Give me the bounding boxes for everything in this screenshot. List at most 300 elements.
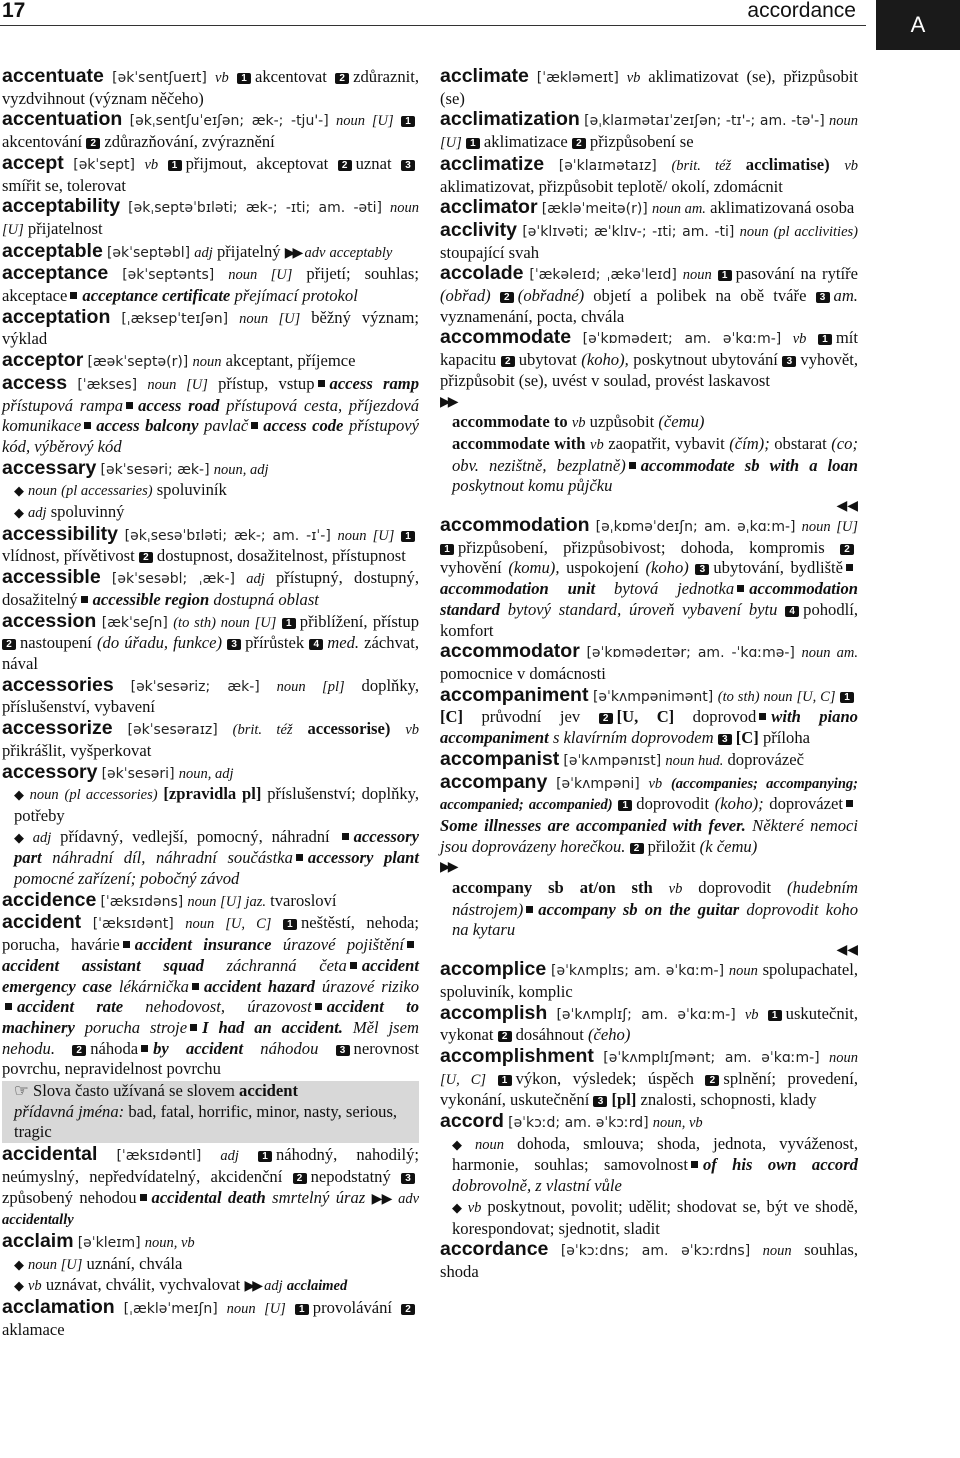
headword: accession [2, 609, 97, 632]
entry-acceptability [2, 196, 419, 240]
example-square-icon [407, 941, 414, 948]
entry-accord [440, 1111, 858, 1239]
example-square-icon [846, 564, 853, 571]
headword: accessorize [2, 717, 113, 740]
sense-number: 2 [501, 356, 515, 367]
part-of-speech: noun (pl acclivities) [739, 223, 858, 240]
example-square-icon [5, 1003, 12, 1010]
headword: acceptation [2, 305, 111, 328]
usage-note-word: accident [239, 1081, 299, 1101]
headword: acceptable [2, 239, 103, 262]
translation: úrazové pojištění [282, 935, 404, 955]
sense-text: náhodný, nahodilý; neúmyslný, nepředvídatelný, akcidenční [2, 1145, 420, 1186]
translation: porucha stroje [84, 1017, 188, 1037]
pronunciation: [əkˌseptəˈbɪləti; ӕk-; -ɪti; am. -əti] [128, 200, 382, 217]
headword: acclimate [440, 65, 529, 87]
pronunciation: [əkˈsesəbl; ˌӕk-] [111, 571, 235, 588]
part-of-speech: noun [28, 483, 57, 500]
headword: accept [2, 151, 64, 174]
pronunciation: [əkˈsesəraɪz] [127, 722, 218, 739]
sense-text: doprovázet [769, 794, 843, 814]
sense-text: uspokojení [566, 558, 639, 578]
sense-number: 1 [168, 160, 182, 171]
entry-accolade [440, 263, 858, 327]
part-of-speech: adj [28, 505, 47, 522]
example: accommodation unit [440, 579, 596, 599]
sense-text: zdůrazňování, zvýraznění [104, 132, 275, 152]
entry-acclimator [440, 197, 858, 220]
phrasal-arrow-icon: ▶▶ [440, 859, 456, 876]
translation: (obřad) [440, 286, 491, 306]
part-of-speech: noun [U] jaz. [187, 893, 266, 910]
derivative: acceptably [329, 244, 393, 261]
example: access ramp [329, 373, 420, 393]
entry-acclimatization [440, 109, 858, 153]
sense-text: ubytování, bydliště [713, 558, 844, 578]
sense-number: 2 [86, 138, 100, 149]
header-rule [0, 25, 866, 26]
pronunciation: [ˈӕkəleɪd; ˌӕkəˈleɪd] [529, 267, 677, 284]
subentry [2, 1254, 419, 1276]
translation: přístupová cesta, příjezdová komunikace [2, 395, 419, 436]
headword: accessibility [2, 522, 118, 545]
example: accident hazard [203, 976, 315, 996]
headword: accommodate [440, 326, 572, 349]
entry-accentuate [2, 66, 419, 109]
example: accident insurance [134, 935, 272, 955]
part-of-speech: noun [U, C] [440, 1049, 858, 1088]
sense-text: doprovázeč [727, 749, 804, 769]
variant-label: (brit. též [671, 157, 732, 174]
part-of-speech: noun am. [651, 201, 706, 218]
sense-text: zaopatřit, vybavit [608, 433, 725, 453]
sense-text: neštěstí, nehoda; porucha, havárie [2, 913, 419, 955]
sense-text: zdůraznit, vyzdvihnout (význam něčeho) [2, 67, 419, 108]
sense-text: přijatelný [216, 241, 281, 261]
part-of-speech: noun [U] [801, 519, 858, 536]
pronunciation: [əkˈseptənts] [122, 267, 215, 284]
sense-text: uznávat, chválit, vychvalovat [45, 1275, 241, 1295]
entry-accomplice [440, 959, 858, 1002]
example: with piano accompaniment [440, 707, 858, 748]
field-label: med. [327, 633, 360, 653]
translation: s klavírním doprovodem [552, 728, 714, 748]
entry-accordance [440, 1239, 858, 1282]
sense-number: 2 [72, 1045, 86, 1056]
sense-number: 1 [401, 531, 415, 542]
part-of-speech: vb [405, 722, 420, 739]
subentry [2, 502, 419, 524]
part-of-speech: vb [844, 157, 858, 174]
sense-text: ubytovat [518, 350, 577, 370]
variant-spelling: accessorise) [307, 719, 391, 739]
translation: (k čemu) [699, 836, 758, 856]
sense-text: nepodstatný [310, 1166, 391, 1186]
pronunciation: [əˈkʌmpənimənt] [592, 688, 714, 705]
sense-text: mít kapacitu [440, 328, 858, 370]
sense-number: 1 [258, 1151, 272, 1162]
sense-text: pomocnice v domácnosti [440, 663, 606, 683]
sense-text: pohodlí, komfort [440, 599, 859, 640]
example: access road [138, 395, 220, 415]
pronunciation: [əkˈsesəri] [101, 765, 175, 782]
entry-accompaniment [440, 685, 858, 749]
headword: acclimator [440, 196, 538, 219]
example: accommodation standard [440, 579, 858, 619]
sense-text: vyznamenání, pocta, chvála [440, 306, 625, 326]
part-of-speech: noun, adj [213, 461, 269, 478]
translation: poskytnout komu půjčku [452, 476, 613, 496]
example-square-icon [141, 1045, 148, 1052]
derivative-arrow-icon: ▶▶ [244, 1278, 260, 1295]
sense-text: poskytnout ubytování [633, 350, 778, 370]
example: access code [263, 416, 344, 436]
example: accident assistant squad [2, 955, 204, 975]
part-of-speech: adj [264, 1278, 283, 1295]
translation: doprovodit koho na kytaru [452, 899, 858, 940]
sense-number: 1 [283, 919, 297, 930]
example: I had an accident. [202, 1017, 343, 1037]
end-of-block-icon: ◀◀ [836, 498, 858, 515]
sense-text: objetí a polibek na obě tváře [593, 286, 807, 306]
sense-number: 1 [440, 544, 454, 555]
plural-form: (pl accessories) [64, 787, 158, 804]
entry-acclimate [440, 66, 858, 109]
sense-text: doprovod [692, 707, 757, 727]
sense-text: vlídnost, přívětivost [2, 546, 135, 566]
translation: (do úřadu, funkce) [97, 633, 222, 653]
entry-accomplish [440, 1003, 858, 1046]
example: accident emergency case [2, 955, 419, 996]
translation: (obřadné) [517, 286, 585, 306]
headword: accommodation [440, 514, 590, 537]
translation: (koho) [645, 558, 689, 578]
phrase: accompany sb at/on sth [452, 878, 653, 898]
sense-number: 2 [500, 292, 514, 303]
example-square-icon [140, 1194, 147, 1201]
subentry [2, 480, 419, 502]
part-of-speech: noun [U] [28, 1256, 83, 1273]
sense-text: přístup, vstup [218, 373, 315, 393]
part-of-speech: adj [246, 571, 265, 588]
pronunciation: [əˈkɒmədeɪtər; am. -ˈkɑːmə-] [586, 645, 795, 662]
sense-text: splnění; provedení, vykonání, uskutečnění [440, 1068, 858, 1110]
pronunciation: [əˈkʌmplɪʃ; am. əˈkɑːm-] [556, 1006, 736, 1023]
entry-accompany [440, 772, 858, 960]
phrasal-verb [440, 434, 858, 497]
grammar-label: [U, C] [616, 707, 675, 727]
part-of-speech: noun [U] [226, 1301, 286, 1318]
entry-accessory [2, 762, 419, 890]
sense-text: přístupný, dostupný, dosažitelný [2, 568, 419, 609]
entry-accessible [2, 567, 419, 610]
headword: accomplishment [440, 1044, 594, 1067]
sense-text: stoupající svah [440, 242, 540, 262]
part-of-speech: noun, adj [178, 765, 234, 782]
sense-text: smířit se, tolerovat [2, 175, 126, 195]
pronunciation: [əkˈsesəri; ӕk-] [100, 461, 210, 478]
part-of-speech: vb [590, 436, 604, 453]
phrase: accommodate with [452, 433, 586, 453]
derivative: acclaimed [286, 1278, 348, 1295]
phrasal-verb [440, 878, 858, 941]
derivative-arrow-icon: ▶▶ [371, 1190, 392, 1207]
sense-number: 2 [338, 160, 352, 171]
example-square-icon [192, 983, 199, 990]
entry-accessibility [2, 524, 419, 567]
pronunciation: [əkˌsesəˈbɪləti; ӕk-; am. -ɪˈ-] [124, 527, 331, 544]
sense-text: náhoda [90, 1038, 139, 1058]
sense-text: uskutečnit, vykonat [440, 1003, 858, 1045]
part-of-speech: noun [U] [440, 113, 858, 152]
example: accessory part [14, 826, 419, 868]
translation: smrtelný úraz [272, 1187, 366, 1207]
translation: (čeho) [588, 1025, 631, 1045]
pointing-hand-icon: ☞ [14, 1081, 29, 1101]
part-of-speech: (to sth) noun [U] [173, 614, 277, 631]
headword: accessary [2, 456, 97, 479]
sense-text: nerovnost povrchu, nepravidelnost povrchu [2, 1038, 419, 1079]
pronunciation: [əkˌsentʃuˈeɪʃən; ӕk-; -tju'-] [129, 113, 329, 130]
entry-acceptance [2, 263, 419, 306]
pronunciation: [əˈkʌmplɪʃmənt; am. əˈkɑːm-] [603, 1049, 820, 1066]
translation: dostupná oblast [213, 589, 319, 609]
sense-text: doprovodit [698, 878, 772, 898]
headword: acclivity [440, 218, 517, 241]
part-of-speech: noun hud. [665, 752, 724, 769]
example-square-icon [81, 596, 88, 603]
example-square-icon [70, 292, 77, 299]
sense-number: 3 [695, 564, 709, 575]
sense-number: 4 [309, 639, 323, 650]
diamond-icon: ◆ [452, 1136, 471, 1152]
entry-acclaim [2, 1231, 419, 1297]
translation: přejímací protokol [234, 286, 358, 306]
headword: acclamation [2, 1296, 115, 1319]
translation: bytový standard, úroveň vybavení bytu [507, 599, 778, 619]
headword: accidental [2, 1143, 98, 1166]
sense-number: 2 [630, 843, 644, 854]
sense-text: spolupachatel, spoluviník, komplic [440, 960, 858, 1001]
example-square-icon [84, 422, 91, 429]
example: access balcony [96, 416, 199, 436]
sense-number: 2 [498, 1031, 512, 1042]
headword: accidence [2, 888, 97, 911]
sense-text: vyhovění [440, 558, 502, 578]
grammar-label: [zpravidla pl] [163, 784, 262, 804]
headword: accessory [2, 760, 98, 783]
sense-text: průvodní jev [481, 707, 581, 727]
sense-number: 1 [498, 1075, 512, 1086]
headword: accompany [440, 770, 548, 793]
sense-text: způsobený nehodou [2, 1187, 137, 1207]
part-of-speech: noun [29, 787, 59, 804]
derivative-arrow-icon: ▶▶ [284, 244, 301, 261]
pronunciation: [əkˈsesəriz; ӕk-] [130, 678, 260, 695]
example-square-icon [759, 713, 766, 720]
sense-text: souhlas, shoda [440, 1240, 858, 1281]
part-of-speech: adj [220, 1148, 239, 1165]
example: accidental death [151, 1187, 266, 1207]
pronunciation: [əˈkleɪm] [77, 1234, 141, 1251]
pronunciation: [əˌkɒməˈdeɪʃn; am. əˌkɑːm-] [595, 519, 796, 536]
translation: úrazové riziko [321, 976, 420, 996]
phrasal-verb [440, 412, 858, 434]
example: Some illnesses are accompanied with fever. [440, 815, 746, 835]
sense-number: 2 [705, 1075, 719, 1086]
entry-accessorize [2, 718, 419, 761]
right-column [440, 66, 858, 1283]
translation: (koho), [581, 350, 629, 370]
part-of-speech: noun, vb [144, 1234, 195, 1251]
part-of-speech: noun [474, 1136, 504, 1153]
sense-text: aklimatizovat, přizpůsobit teplotě/ okolí, zdomácnit [440, 176, 783, 196]
headword: accentuate [2, 65, 104, 87]
sense-text: příslušenství; doplňky, potřeby [14, 784, 420, 825]
example-square-icon [126, 402, 133, 409]
headword: acclaim [2, 1229, 74, 1252]
sense-text: spoluvinný [50, 502, 125, 522]
entry-accommodation [440, 515, 858, 641]
sense-text: doprovodit [636, 794, 710, 814]
sense-number: 3 [336, 1045, 350, 1056]
part-of-speech: noun [U] [228, 267, 293, 284]
sense-text: dohoda, smlouva; shoda, jednota, vyváženost, harmonie, souhlas; samovolnost [452, 1133, 858, 1175]
translation: pavlač [204, 416, 249, 436]
translation: pomocné zařízení; pobočný závod [14, 869, 240, 889]
sense-text: znalosti, schopnosti, klady [640, 1090, 817, 1110]
sense-text: uznání, chvála [86, 1253, 183, 1273]
subentry [2, 784, 419, 826]
translation: Některé nemoci jsou doprovázeny horečkou. [440, 815, 858, 856]
translation: lékárnička [118, 976, 189, 996]
end-of-block-icon: ◀◀ [836, 942, 858, 959]
part-of-speech: noun [762, 1243, 792, 1260]
entry-accommodate [440, 327, 858, 515]
inflected-forms: (accompanies; accompanying; accompanied; accompanied) [440, 775, 858, 814]
example: accommodate sb with a loan [640, 455, 858, 475]
translation: nehodovost, úrazovost [145, 997, 312, 1017]
variant-spelling: acclimatise) [745, 154, 830, 174]
entry-accessary [2, 458, 419, 524]
left-column [2, 66, 419, 1340]
entry-acclamation [2, 1297, 419, 1340]
diamond-icon: ◆ [14, 1278, 24, 1294]
sense-text: tvarosloví [270, 890, 337, 910]
pronunciation: [ӕəkˈseptə(r)] [87, 354, 189, 371]
diamond-icon: ◆ [14, 787, 26, 803]
sense-text: přiblížení, přístup [299, 611, 420, 631]
pronunciation: [ˈӕksɪdəns] [100, 893, 184, 910]
pronunciation: [ӕkləˈmeitə(r)] [541, 201, 648, 218]
translation: přístupový kód, výběrový kód [2, 416, 419, 456]
sense-text: přijetí; souhlas; akceptace [2, 264, 419, 306]
entry-accessories [2, 675, 419, 718]
sense-number: 2 [293, 1173, 307, 1184]
headword: accessible [2, 566, 101, 589]
example: by accident [153, 1038, 244, 1058]
phrase: accommodate to [452, 412, 568, 432]
diamond-icon: ◆ [14, 829, 29, 845]
translation: (koho); [714, 794, 764, 814]
headword: accord [440, 1110, 504, 1133]
sense-text: výkon, výsledek; úspěch [515, 1068, 694, 1088]
grammar-label: [pl] [611, 1090, 637, 1110]
sense-text: pasování na rytíře [735, 264, 858, 284]
entry-accident [2, 912, 419, 1080]
pronunciation: [ˈӕksɪdənt] [92, 916, 174, 933]
usage-note-label: přídavná jména: [14, 1101, 125, 1121]
sense-text: aklamace [2, 1319, 65, 1339]
usage-note-list: bad, fatal, horrific, minor, nasty, serious, tragic [14, 1101, 398, 1142]
sense-text: vyhovět, přizpůsobit (se), uvést v soulad, provést laskavost [440, 350, 858, 390]
entry-accomplishment [440, 1046, 858, 1111]
sense-text: běžný význam; výklad [2, 307, 419, 349]
sense-number: 2 [2, 639, 16, 650]
sense-number: 1 [401, 116, 415, 127]
entry-acceptation [2, 307, 419, 350]
sense-number: 1 [237, 73, 251, 84]
sense-text: nastoupení [20, 633, 92, 653]
example-square-icon [737, 585, 744, 592]
sense-text: přijatelnost [27, 218, 103, 238]
plural-form: (pl accessaries) [61, 483, 153, 500]
example: accident rate [17, 997, 124, 1017]
subentry [2, 827, 419, 890]
example: accident to machinery [2, 997, 419, 1037]
pronunciation: [əˈklaɪmətaɪz] [558, 157, 657, 174]
headword: accentuation [2, 108, 123, 131]
usage-note-text: Slova často užívaná se slovem [33, 1081, 235, 1101]
example-square-icon [315, 1003, 322, 1010]
sense-text: doplňky, příslušenství, vybavení [2, 675, 420, 717]
pronunciation: [əˈkɔːd; am. əˈkɔːrd] [508, 1115, 649, 1132]
headword: acclimatize [440, 152, 545, 175]
sense-text: akcentování [2, 132, 83, 152]
entry-acceptable [2, 241, 419, 264]
headword: acceptor [2, 349, 84, 372]
pronunciation: [ˈӕkləmeɪt] [536, 70, 619, 86]
entry-accentuation [2, 109, 419, 152]
entry-acceptor [2, 350, 419, 373]
sense-text: dostupnost, dosažitelnost, přístupnost [156, 546, 406, 566]
entry-accept [2, 153, 419, 196]
sense-number: 1 [282, 618, 296, 629]
example-square-icon [296, 854, 303, 861]
sense-number: 3 [227, 639, 241, 650]
diamond-icon: ◆ [14, 1256, 24, 1272]
part-of-speech: noun [728, 963, 758, 980]
part-of-speech: vb [28, 1278, 42, 1295]
translation: Měl jsem nehodu. [2, 1017, 419, 1058]
entry-accidence [2, 890, 419, 913]
headword: accordance [440, 1238, 549, 1261]
example-square-icon [318, 380, 325, 387]
diamond-icon: ◆ [14, 483, 24, 499]
sense-text: přídavný, vedlejší, pomocný, náhradní [60, 826, 330, 846]
sense-text: aklimatizace [483, 132, 568, 152]
sense-text: přikrášlit, vyšperkovat [2, 740, 152, 760]
pronunciation: [əˈkʌmpənɪst] [563, 752, 662, 769]
sense-number: 2 [335, 73, 349, 84]
example-square-icon [526, 906, 533, 913]
sense-number: 1 [618, 800, 632, 811]
pronunciation: [ˌӕksepˈteɪʃən] [121, 310, 229, 327]
example: acceptance certificate [82, 286, 231, 306]
part-of-speech: vb [626, 70, 641, 86]
headword: accomplish [440, 1001, 548, 1024]
translation: bytová jednotka [614, 579, 735, 599]
